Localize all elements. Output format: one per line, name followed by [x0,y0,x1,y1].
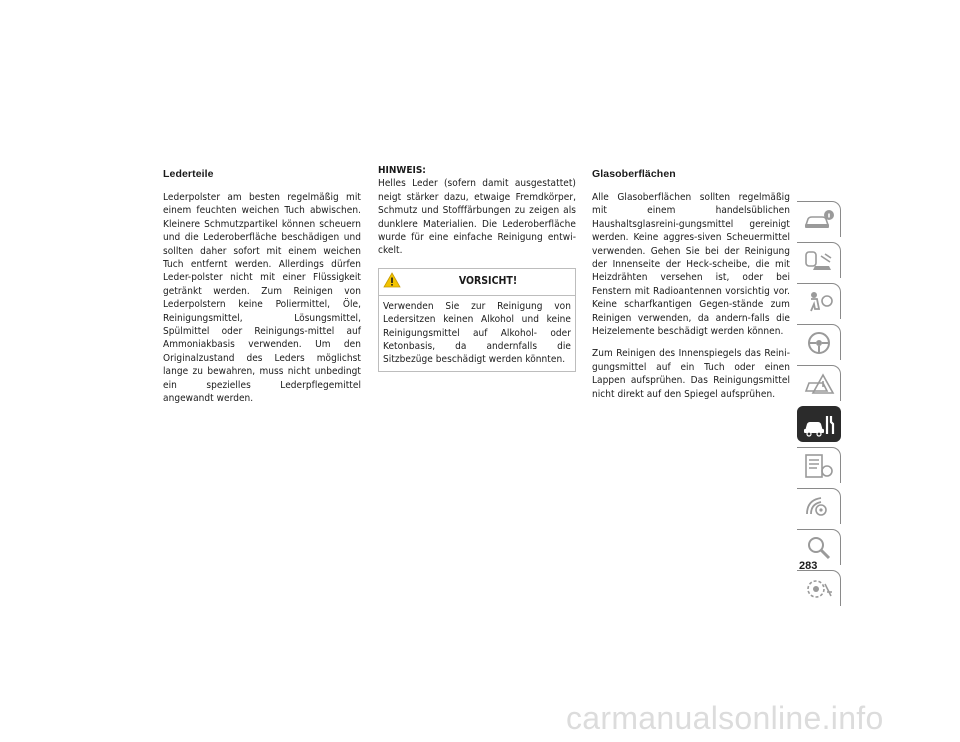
page-number: 283 [799,560,818,572]
car-warning-icon [803,371,835,397]
glass-paragraph-1: Alle Glasoberflächen sollten regelmäßig mit einem handelsüblichen Haushaltsglasreini-gungsmittel gereinigt werden. Keine aggres-siven Scheuermittel verwenden. Gehen Sie bei der Reinigung der Innenseite der Heck-scheibe, die mit Heizdrähten versehen ist, oder bei Fenstern mit Radioantennen vorsichtig vor. Keine scharfkantigen Gegen-stände zum Reinigen verwenden, da andern-falls die Heizelemente beschädigt werden können. [592,192,790,338]
tab-service-maintenance[interactable] [797,406,841,442]
airbag-safety-icon [803,289,835,315]
tab-language[interactable] [797,570,841,606]
section-heading-leather: Lederteile [163,168,214,180]
tab-multimedia[interactable] [797,488,841,524]
multimedia-icon [803,494,835,520]
car-keys-icon [803,248,835,274]
left-column [163,168,361,415]
search-index-icon [803,535,835,561]
caution-header [379,269,575,296]
specifications-list-icon [803,453,835,479]
caution-title: VORSICHT! [458,274,518,287]
caution-body [379,296,575,371]
glass-paragraph-2: Zum Reinigen des Innenspiegels das Reini-gungsmittel auf ein Tuch oder einen Lappen aufsprühen. Das Reinigungsmittel nicht direkt auf den Spiegel aufsprühen. [592,348,790,400]
car-service-wrench-icon [803,412,835,438]
tab-driving[interactable] [797,324,841,360]
watermark: carmanualsonline.info [566,700,884,736]
chapter-tab-bar [797,201,841,611]
right-column [592,168,790,410]
note-label: HINWEIS: [378,165,426,176]
tab-car-info[interactable] [797,201,841,237]
tab-keys[interactable] [797,242,841,278]
note-text: Helles Leder (sofern damit ausgestattet) neigt stärker dazu, etwaige Fremdkörper, Schmutz und Stofffärbungen zu zeigen als dunklere Materialien. Die Lederoberfläche wurde für eine einfache Reinigung entwi-ckelt. [378,178,576,257]
tab-emergency[interactable] [797,365,841,401]
leather-paragraph: Lederpolster am besten regelmäßig mit einem feuchten weichen Tuch abwischen. Kleinere Schmutzpartikel können scheuern und die Lederoberfläche beschädigen und sollten daher sofort mit einem weichen Tuch entfernt werden. Allerdings dürfen Leder-polster nicht mit einer Flüssigkeit getränkt werden. Zum Reinigen von Lederpolstern keine Poliermittel, Öle, Reinigungsmittel, Lösungsmittel, Spülmittel oder Reinigungs-mittel auf Ammoniakbasis verwenden. Um den Originalzustand des Leders möglichst lange zu bewahren, muss nicht unbedingt ein spezielles Lederpflegemittel angewandt werden. [163,192,361,405]
language-settings-icon [803,576,835,602]
tab-safety[interactable] [797,283,841,319]
note-block [378,164,576,258]
car-info-icon [803,207,835,233]
steering-wheel-icon [803,330,835,356]
tab-specifications[interactable] [797,447,841,483]
middle-column [378,165,576,372]
caution-text: Verwenden Sie zur Reinigung von Ledersitzen keinen Alkohol und keine Reinigungsmittel auf Alkohol- oder Ketonbasis, da andernfalls die Sitzbezüge beschädigt werden könnten. [383,300,571,366]
section-heading-glass: Glasoberflächen [592,168,676,180]
caution-box [378,268,576,372]
